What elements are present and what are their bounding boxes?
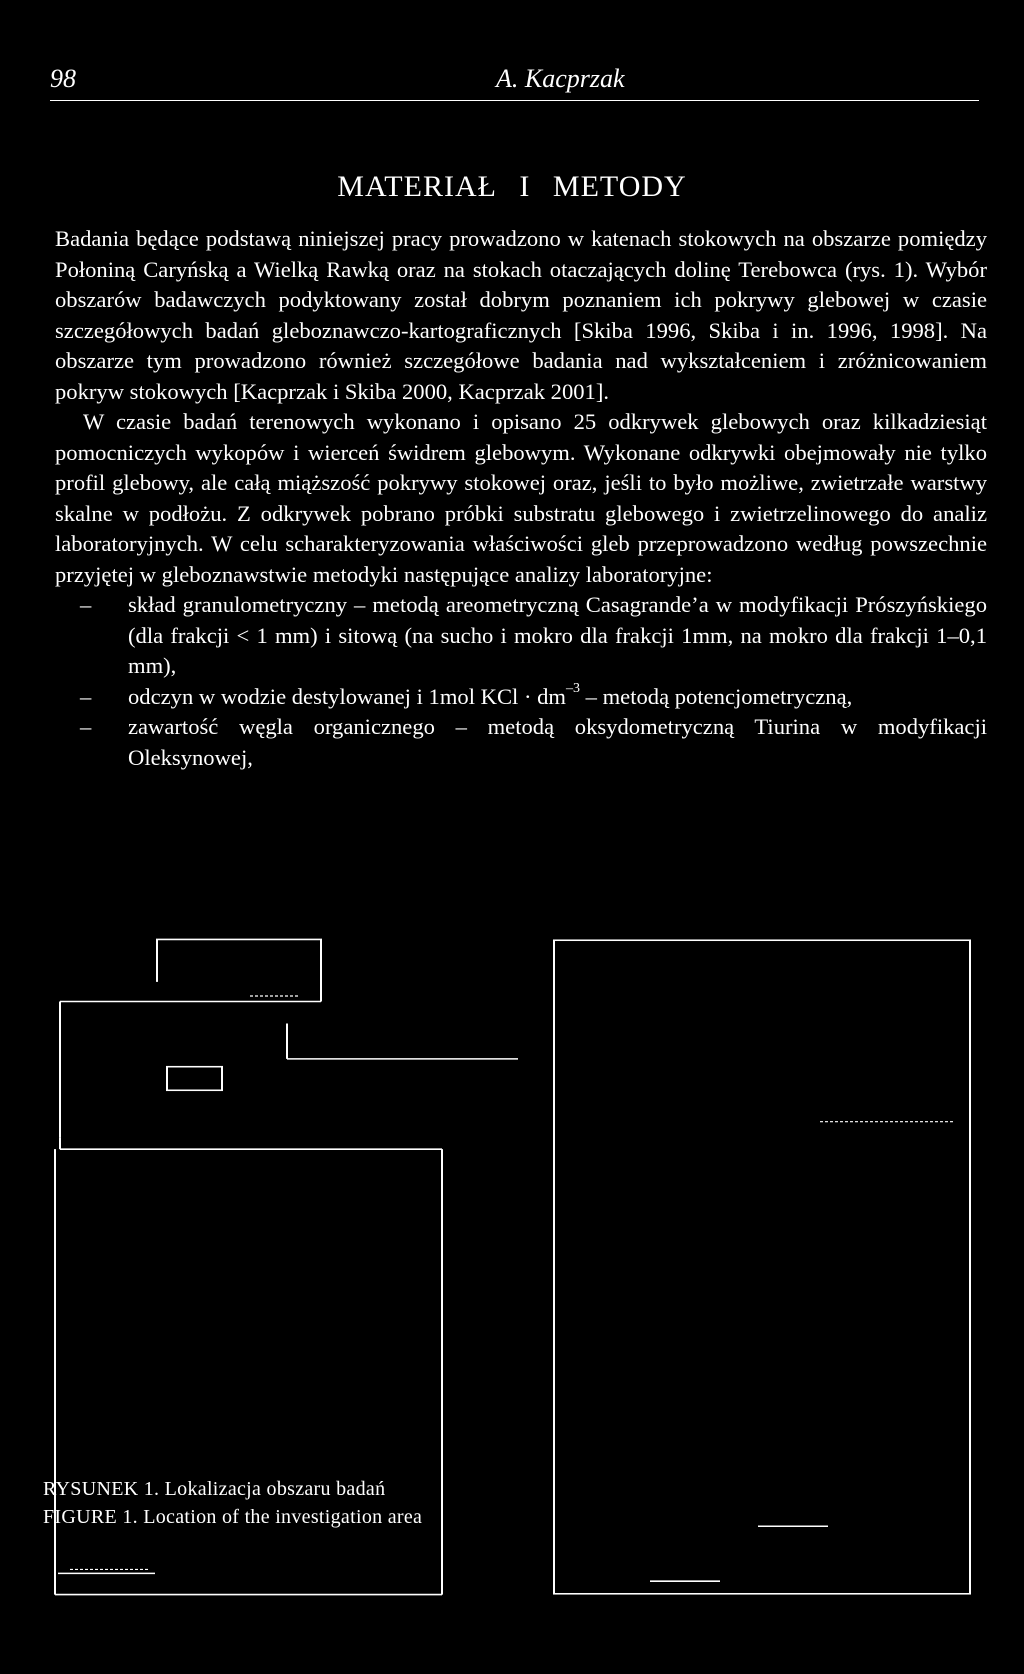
- paragraph-field-methods: W czasie badań terenowych wykonano i opisano 25 odkrywek glebowych oraz kilkadziesiąt pomocniczych wykopów i wierceń świdrem glebowym. Wykonane odkrywki obejmowały nie tylko profil glebowy, ale całą miąższość pokrywy stokowej oraz, jeśli to było możliwe, zwietrzałe warstwy skalne w podłożu. Z odkrywek pobrano próbki substratu glebowego i zwietrzelinowego do analiz laboratoryjnych. W celu scharakteryzowania właściwości gleb przeprowadzono według powszechnie przyjętej w gleboznawstwie metodyki następujące analizy laboratoryjne:: [55, 409, 987, 587]
- list-item-text: skład granulometryczny – metodą areometryczną Casagrande’a w modyfikacji Prószyńskiego (dla frakcji < 1 mm) i sitową (na sucho i mokro dla frakcji 1mm, na mokro dla frakcji 1–0,1 mm),: [128, 592, 987, 678]
- list-dash: –: [80, 714, 92, 739]
- list-item: [55, 590, 987, 682]
- figure-caption-en: FIGURE 1. Location of the investigation area: [43, 1506, 423, 1528]
- analysis-list: [55, 590, 987, 773]
- section-title: MATERIAŁ I METODY: [337, 170, 687, 203]
- list-item-text-after: – metodą potencjometryczną,: [580, 683, 853, 709]
- list-item-superscript: –3: [566, 680, 580, 696]
- list-item-text-before: odczyn w wodzie destylowanej i 1mol KCl · dm: [128, 683, 566, 709]
- page-header: [50, 64, 979, 101]
- map-right-frame: [554, 940, 970, 1594]
- map-location-box: [167, 1067, 222, 1091]
- list-item-text: zawartość węgla organicznego – metodą oksydometryczną Tiurina w modyfikacji Oleksynowej,: [128, 714, 987, 770]
- body-text: [55, 224, 987, 773]
- map-inset-frame: [157, 939, 321, 1001]
- list-dash: –: [80, 592, 92, 617]
- paragraph-study-area: Badania będące podstawą niniejszej pracy prowadzono w katenach stokowych na obszarze pomiędzy Połoniną Caryńską a Wielką Rawką oraz na stokach otaczających dolinę Terebowca (rys. 1). Wybór obszarów badawczych podyktowany został dobrym poznaniem ich pokrywy glebowej w czasie szczegółowych badań gleboznawczo-kartograficznych [Skiba 1996, Skiba i in. 1996, 1998]. Na obszarze tym prowadzono również szczegółowe badania nad wykształceniem i zróżnicowaniem pokryw stokowych [Kacprzak i Skiba 2000, Kacprzak 2001].: [55, 226, 987, 404]
- list-dash: –: [80, 683, 92, 709]
- list-item: [55, 682, 987, 713]
- page-number: 98: [50, 64, 76, 93]
- running-head: A. Kacprzak: [496, 64, 625, 93]
- list-item: [55, 712, 987, 773]
- figure-caption-pl: RYSUNEK 1. Lokalizacja obszaru badań: [43, 1478, 386, 1500]
